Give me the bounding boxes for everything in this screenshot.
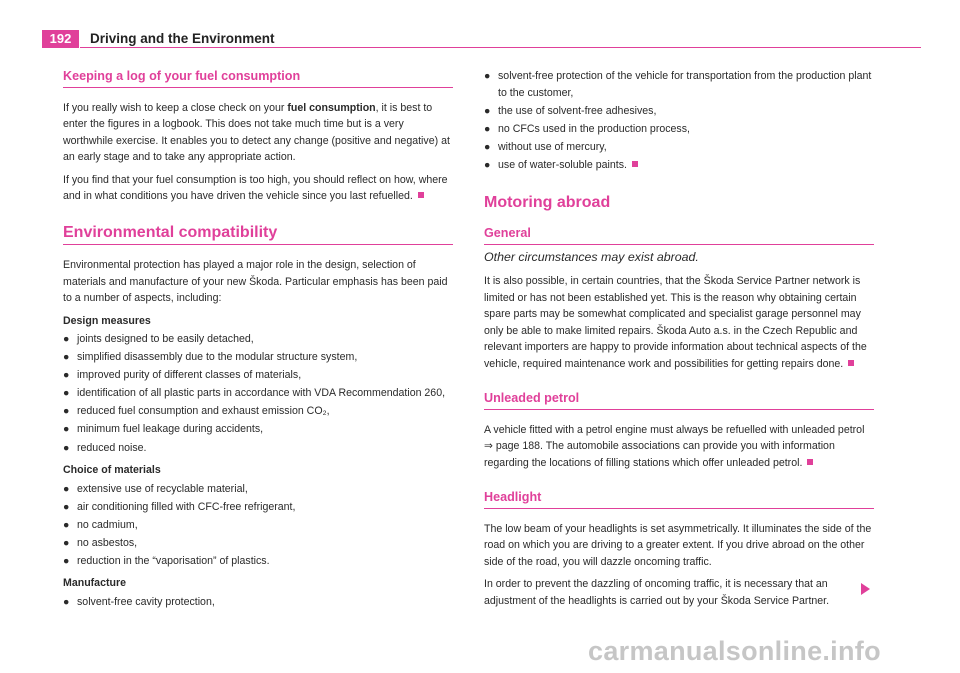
- environment-heading: Environmental compatibility: [63, 225, 453, 246]
- materials-list: [63, 481, 453, 570]
- list-item: ● improved purity of different classes of materials,: [63, 369, 302, 382]
- list-item: ● the use of solvent-free adhesives,: [484, 104, 657, 117]
- general-text: It is also possible, in certain countries, that the Škoda Service Partner network is limited or has not been established yet. This is the reason why obtaining certain spare parts may be somewhat complicated and specialist garage personnel may only be able to make limited repairs. Škoda Auto a.s. in the Czech Republic and relevant importers are happy to provide information about technical aspects of the vehicle, required maintenance work and possibilities for getting repairs done.: [484, 275, 867, 370]
- list-item: ● simplified disassembly due to the modular structure system,: [63, 351, 358, 364]
- list-item: ● solvent-free protection of the vehicle for transportation from the production plant to the customer,: [484, 70, 872, 99]
- manufacture-heading: Manufacture: [63, 577, 126, 590]
- list-item: ● no asbestos,: [63, 536, 138, 549]
- fuel-log-heading: Keeping a log of your fuel consumption: [63, 68, 453, 88]
- manufacture-list-left: [63, 594, 453, 611]
- list-item: ● minimum fuel leakage during accidents,: [63, 423, 264, 436]
- list-item: ● without use of mercury,: [484, 140, 607, 153]
- list-item: ● identification of all plastic parts in accordance with VDA Recommendation 260,: [63, 387, 446, 400]
- headlight-paragraph-2: In order to prevent the dazzling of oncoming traffic, it is necessary that an adjustment of the headlights is carried out by your Škoda Service Partner.: [484, 578, 830, 607]
- fuel-consumption-term: fuel consumption: [287, 101, 376, 114]
- unleaded-petrol-heading: Unleaded petrol: [484, 390, 874, 410]
- list-item: ● extensive use of recyclable material,: [63, 482, 248, 495]
- left-column: [63, 68, 453, 612]
- section-end-mark: [418, 192, 424, 198]
- headlight-heading: Headlight: [484, 489, 874, 509]
- manufacture-list-right: [484, 68, 874, 173]
- general-heading: General: [484, 225, 874, 245]
- list-item: ● air conditioning filled with CFC-free refrigerant,: [63, 500, 296, 513]
- headlight-paragraph-1: The low beam of your headlights is set asymmetrically. It illuminates the side of the road on which you are driving to a greater extent. If you drive abroad on the other side of the road, you will dazzle oncoming traffic.: [484, 522, 872, 568]
- list-item: ● no CFCs used in the production process,: [484, 122, 690, 135]
- environment-intro: Environmental protection has played a major role in the design, selection of materials and manufacture of your new Škoda. Particular emphasis has been paid to a number of aspects, including:: [63, 259, 448, 304]
- header-rule: [80, 47, 921, 48]
- fuel-log-paragraph-2: If you find that your fuel consumption is too high, you should reflect on how, where and in what conditions you have driven the vehicle since you last refuelled.: [63, 173, 448, 202]
- continue-arrow-icon: [861, 583, 870, 595]
- section-end-mark: [807, 459, 813, 465]
- motoring-abroad-heading: Motoring abroad: [484, 193, 611, 211]
- list-item: ● reduction in the “vaporisation” of plastics.: [63, 554, 270, 567]
- page-number: 192: [42, 30, 79, 48]
- unleaded-petrol-text: A vehicle fitted with a petrol engine must always be refuelled with unleaded petrol ⇒ page 188. The automobile associations can provide you with information regarding the locations of filling stations which offer unleaded petrol.: [484, 423, 865, 469]
- list-item: ● reduced fuel consumption and exhaust emission CO₂,: [63, 405, 330, 418]
- section-end-mark: [632, 161, 638, 167]
- chapter-title: Driving and the Environment: [90, 31, 275, 46]
- design-measures-list: [63, 331, 453, 456]
- list-item: ● solvent-free cavity protection,: [63, 595, 215, 608]
- watermark: carmanualsonline.info: [588, 636, 881, 666]
- list-item: ● use of water-soluble paints.: [484, 157, 874, 174]
- list-item: ● no cadmium,: [63, 518, 138, 531]
- design-measures-heading: Design measures: [63, 314, 151, 327]
- general-lead: Other circumstances may exist abroad.: [484, 249, 699, 264]
- materials-heading: Choice of materials: [63, 464, 161, 477]
- section-end-mark: [848, 360, 854, 366]
- list-item: ● joints designed to be easily detached,: [63, 333, 254, 345]
- list-item: ● reduced noise.: [63, 441, 147, 454]
- fuel-log-paragraph-1: If you really wish to keep a close check on your fuel consumption, it is best to enter the figures in a logbook. This does not take much time but is a very worthwhile exercise. It enables you to detect any change (positive and negative) at an early stage and to take any appropriate action.: [63, 101, 450, 163]
- right-column: [484, 68, 874, 615]
